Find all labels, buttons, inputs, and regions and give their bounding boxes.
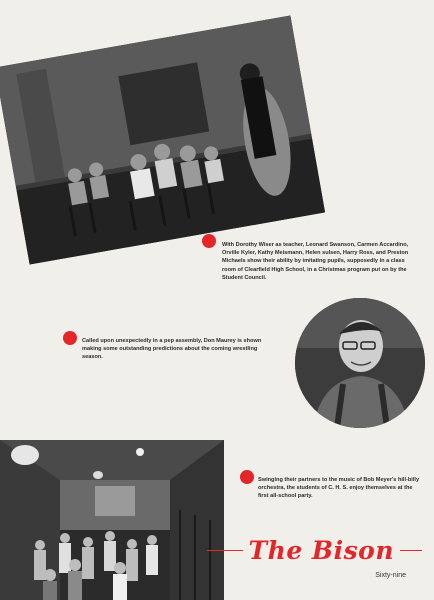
yearbook-signature xyxy=(207,536,422,565)
all-school-party-photo xyxy=(0,440,224,600)
caption-all-school-party: Swinging their partners to the music of Bob Meyer's hill-billy orchestra, the students of C. H. S. enjoy themselves at the first all-school party. xyxy=(258,477,420,500)
pep-assembly-portrait xyxy=(295,298,425,428)
bullet-dot xyxy=(240,470,254,484)
christmas-program-photo-art xyxy=(0,15,325,264)
pep-assembly-portrait-art xyxy=(295,298,425,428)
caption-pep-assembly: Called upon unexpectedly in a pep assembly, Don Maurey is shown making some outstanding predictions about the coming wrestling season. xyxy=(82,338,262,361)
all-school-party-photo-art xyxy=(0,440,224,600)
signature-rule-right xyxy=(400,550,422,552)
bullet-dot xyxy=(202,234,216,248)
page-number: Sixty-nine xyxy=(375,572,406,579)
christmas-program-photo xyxy=(0,15,325,264)
signature-title: The Bison xyxy=(248,536,394,565)
bullet-dot xyxy=(63,331,77,345)
caption-christmas-program: With Dorothy Wiser as teacher, Leonard Swanson, Carmen Accardino, Orville Kyler, Kathy Meismann, Helen sulsen, Harry Ross, and Preston Michaels show their ability by imitating pupils, supposedly in a class room of Clearfield High School, in a Christmas program put on by the Student Council. xyxy=(222,242,409,281)
signature-rule-left xyxy=(207,550,243,552)
